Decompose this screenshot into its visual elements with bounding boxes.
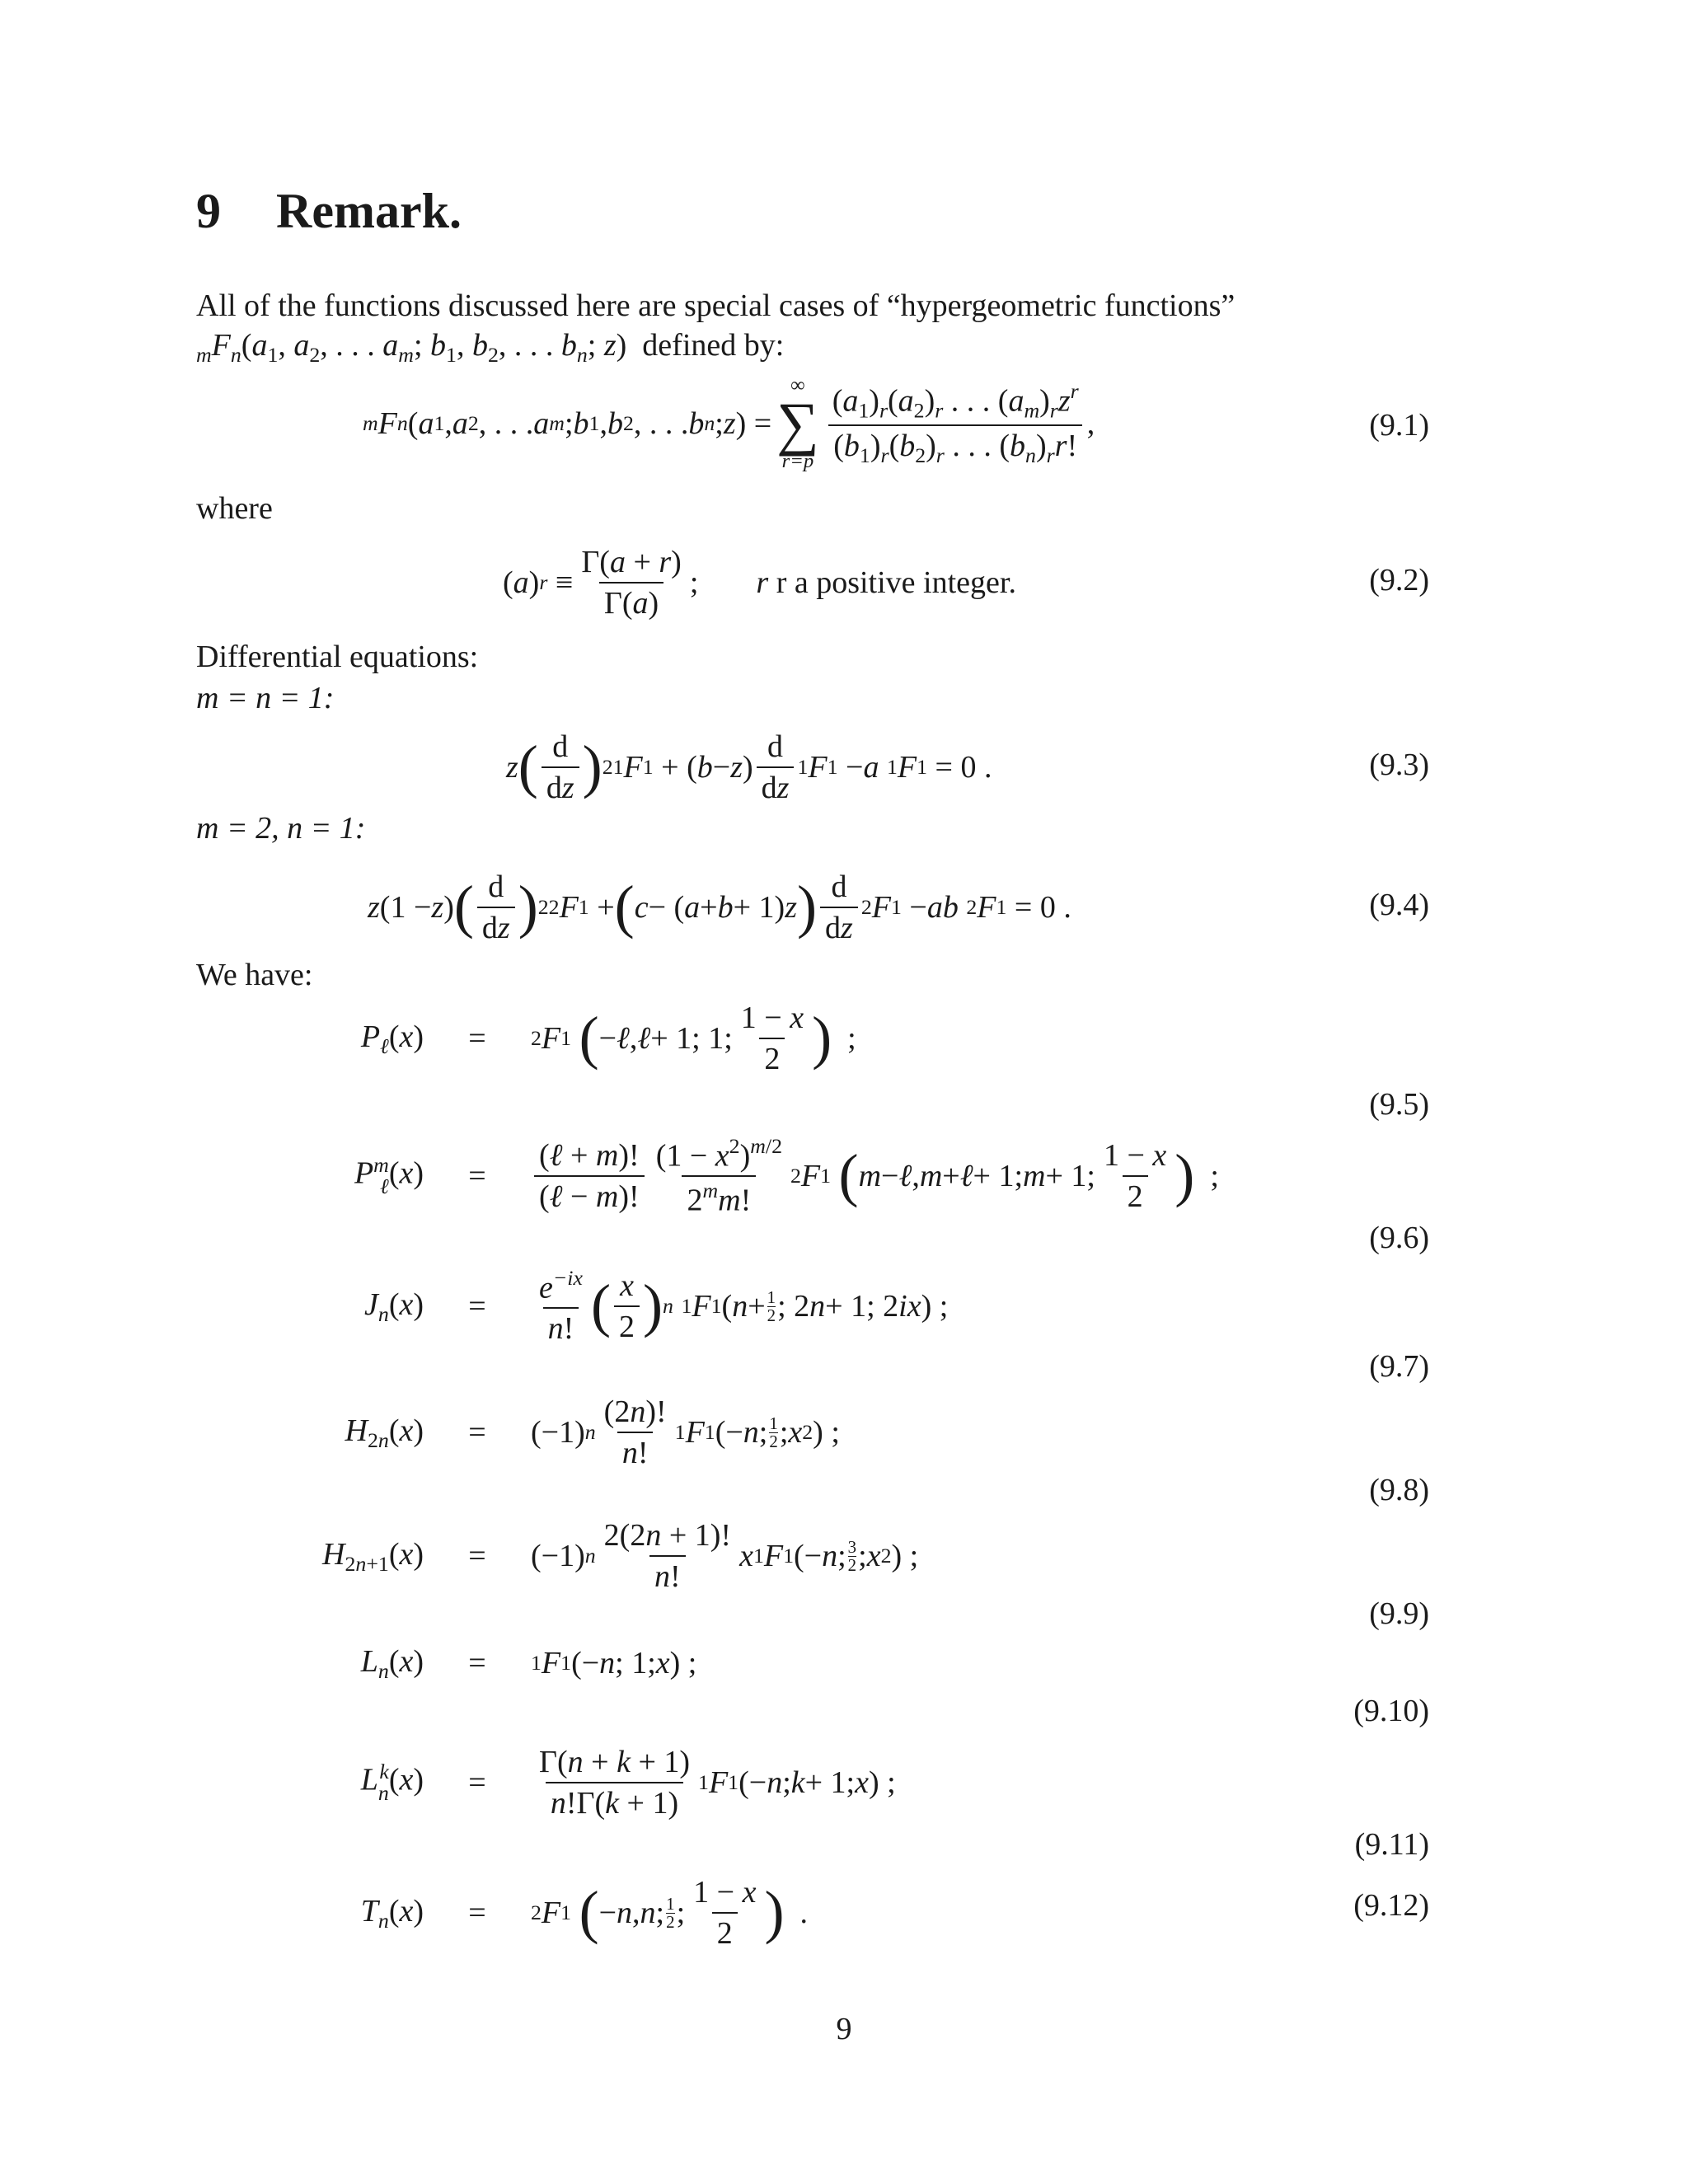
diffeq-label: Differential equations:	[196, 640, 479, 674]
case1-label: m = n = 1:	[196, 681, 335, 715]
equation-number-9-12: (9.12)	[1353, 1888, 1429, 1923]
defined-by-text: defined by:	[642, 328, 785, 363]
equation-hermite-even: $H_{2n}(x)$ = (−1) n $\frac{(2n)!}{n!}$ 1 F 1 (− n ; 1 2 ; x 2 ) ;	[345, 1394, 840, 1470]
equation-associated-laguerre: L k n (x) = $\frac{\Gamma(n + k + 1)}{n!\Gamma(k + 1)}$ 1 F 1 (− n ; k + 1; x ) ;	[360, 1745, 896, 1821]
section-heading	[196, 183, 462, 240]
equation-number-9-7: (9.7)	[1369, 1349, 1429, 1384]
pochhammer-note: r a positive integer.	[776, 565, 1016, 600]
section-title: Remark.	[276, 184, 462, 238]
equation-chebyshev: $T_n(x)$ = 2 F 1 ( − n , n ; 1 2 ; $\frac{1 - x}{2}$ ) .	[360, 1875, 808, 1951]
equation-number-9-10: (9.10)	[1353, 1694, 1429, 1728]
we-have-label: We have:	[196, 958, 313, 992]
equation-number-9-8: (9.8)	[1369, 1473, 1429, 1507]
equation-number-9-4: (9.4)	[1369, 888, 1429, 922]
equation-9-4: z (1 − z ) ( $\frac{d}{dz}$ ) 2 2 F 1 + ( c − ( a + b + 1) z ) $\frac{d}{dz}$ 2 F 1 − ab 2 F 1 = 0 .	[368, 869, 1071, 945]
intro-line-1: All of the functions discussed here are special cases of “hypergeometric functions”	[196, 288, 1236, 323]
equation-9-2: ( a ) r ≡ $\frac{\Gamma(a + r)}{\Gamma(a)}$ ; r r a positive integer.	[503, 545, 1016, 621]
intro-line-2: $_mF_n(a_1$, $a_2$, . . . $a_m$; $b_1$, $b_2$, . . . $b_n$; z) defined by:	[196, 328, 785, 367]
equation-number-9-9: (9.9)	[1369, 1596, 1429, 1631]
equation-number-9-11: (9.11)	[1354, 1827, 1429, 1862]
equation-number-9-6: (9.6)	[1369, 1221, 1429, 1255]
equation-number-9-5: (9.5)	[1369, 1087, 1429, 1122]
where-label: where	[196, 491, 273, 526]
equation-associated-legendre: P m ℓ (x) = $\frac{\text{(ℓ + m)!}}{\text{(ℓ − m)!}}$ $\frac{(1 - x^2)^{m/2}}{2^mm!}$ 2 F 1 ( m − ℓ , m + ℓ + 1; m + 1; $\frac{1 - x}{2}$ ) ;	[354, 1133, 1219, 1218]
equation-hermite-odd: $H_{2n+1}(x)$ = (−1) n $\frac{2(2n + 1)!}{n!}$ x 1 F 1 (− n ; 3 2 ; x 2 ) ;	[322, 1518, 919, 1594]
equation-laguerre: $L_n(x)$ = 1 F 1 (− n ; 1; x ) ;	[360, 1643, 697, 1683]
equation-number-9-2: (9.2)	[1369, 563, 1429, 598]
equation-9-3: z ( $\frac{d}{dz}$ ) 2 1 F 1 + ( b − z ) $\frac{d}{dz}$ 1 F 1 − a 1 F 1 = 0 .	[506, 729, 992, 805]
case2-label: m = 2, n = 1:	[196, 811, 366, 846]
equation-number-9-3: (9.3)	[1369, 748, 1429, 782]
section-number: 9	[196, 184, 221, 238]
page-number: 9	[836, 2012, 852, 2046]
equation-legendre-p: $P_\ell(x)$ = 2 F 1 ( − ℓ , ℓ + 1; 1; $\frac{1 - x}{2}$ ) ;	[360, 1001, 856, 1076]
equation-9-1: m F n ( a 1 , a 2 , . . . a m ; b 1 , b 2 , . . . b n ; z ) = ∞ ∑ r=p $\frac{(a_1)_r(a_2)_r . . . (a_m)_rz^r}{(b_1)_r(b_2)_r . . . (b_n)_rr!}$ ,	[363, 373, 1095, 473]
equation-bessel-j: $J_n(x)$ = $\frac{e^{-ix}}{n!}$ ( $\frac{x}{2}$ ) n 1 F 1 ( n + 1 2 ; 2 n + 1; 2 ix ) ;	[364, 1265, 949, 1347]
equation-number-9-1: (9.1)	[1369, 408, 1429, 443]
